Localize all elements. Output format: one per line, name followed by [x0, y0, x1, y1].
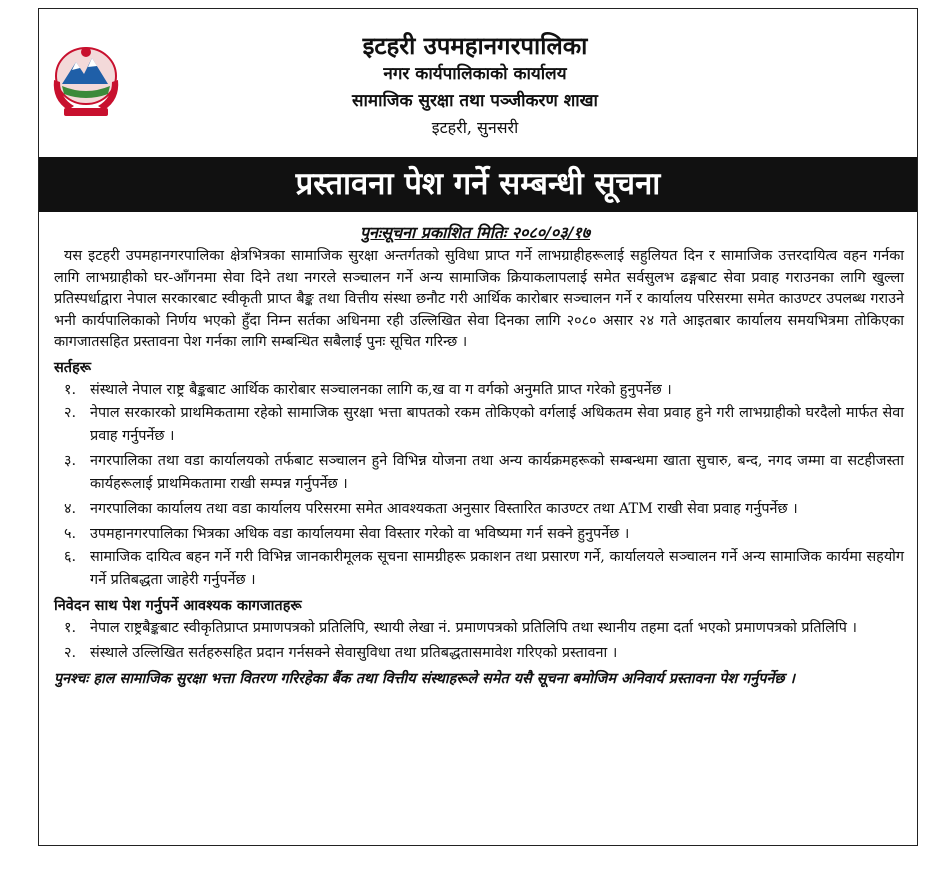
document-number: २.: [64, 644, 77, 661]
office-location: इटहरी, सुनसरी: [431, 118, 519, 137]
notice-body: [54, 246, 904, 690]
condition-text: संस्थाले नेपाल राष्ट्र बैङ्कबाट आर्थिक कारोबार सञ्चालनका लागि क,ख वा ग वर्गको अनुमति प्राप्त गरेको हुनुपर्नेछ ।: [90, 381, 672, 398]
office-section: सामाजिक सुरक्षा तथा पञ्जीकरण शाखा: [352, 91, 598, 111]
condition-item: [64, 523, 904, 546]
condition-number: १.: [64, 381, 77, 398]
notice-date: पुनःसूचना प्रकाशित मितिः २०८०/०३/१७: [359, 223, 591, 242]
condition-item: [64, 546, 904, 592]
notice-title-banner: प्रस्तावना पेश गर्ने सम्बन्धी सूचना: [39, 157, 917, 212]
intro-paragraph: यस इटहरी उपमहानगरपालिका क्षेत्रभित्रका सामाजिक सुरक्षा अन्तर्गतको सुविधा प्राप्त गर्ने लाभग्राहीहरूलाई सहुलियत दिन र सामाजिक उत्तरदायित्व वहन गर्नका लागि लाभग्राहीको घर-आँगनमा सेवा दिने तथा नगरले सञ्चालन गर्ने अन्य सामाजिक क्रियाकलापलाई समेत सर्वसुलभ ढङ्गबाट सेवा प्रवाह गराउनका लागि खुल्ला प्रतिस्पर्धाद्वारा नेपाल सरकारबाट स्वीकृती प्राप्त बैङ्क तथा वित्तीय संस्था छनौट गरी आर्थिक कारोबार सञ्चालन गर्ने र कार्यालय परिसरमा समेत काउण्टर उपलब्ध गराउने भनी कार्यपालिकाको निर्णय भएको हुँदा निम्न सर्तका अधिनमा रही उल्लिखित सेवा दिनका लागि २०८० असार २४ गते आइतबार कार्यालय समयभित्रमा तोकिएका कागजातसहित प्रस्तावना पेश गर्नका लागि सम्बन्धित सबैलाई पुनः सूचित गरिन्छ ।: [54, 248, 904, 351]
document-item: [64, 642, 904, 665]
condition-text: उपमहानगरपालिका भित्रका अधिक वडा कार्यालयमा सेवा विस्तार गरेको वा भविष्यमा गर्न सक्ने हुनुपर्नेछ ।: [90, 525, 630, 542]
condition-text: नगरपालिका तथा वडा कार्यालयको तर्फबाट सञ्चालन हुने विभिन्न योजना तथा अन्य कार्यक्रमहरूको सम्बन्धमा खाता सुचारु, बन्द, नगद जम्मा वा सटहीजस्ता कार्यहरूलाई प्राथमिकतामा राखी सम्पन्न गर्नुपर्नेछ ।: [90, 452, 904, 492]
office-name: इटहरी उपमहानगरपालिका: [362, 31, 588, 60]
document-text: नेपाल राष्ट्रबैङ्कबाट स्वीकृतिप्राप्त प्रमाणपत्रको प्रतिलिपि, स्थायी लेखा नं. प्रमाणपत्रको प्रतिलिपि तथा स्थानीय तहमा दर्ता भएको प्रमाणपत्रको प्रतिलिपि ।: [90, 619, 857, 636]
document-text: संस्थाले उल्लिखित सर्तहरुसहित प्रदान गर्नसक्ने सेवासुविधा तथा प्रतिबद्धतासमावेश गरिएको प्रस्तावना ।: [90, 644, 618, 661]
condition-item: [64, 402, 904, 448]
condition-item: [64, 498, 904, 521]
document-item: [64, 617, 904, 640]
postscript-note: पुनश्चः हाल सामाजिक सुरक्षा भत्ता वितरण गरिरहेका बैंक तथा वित्तीय संस्थाहरूले समेत यसै सूचना बमोजिम अनिवार्य प्रस्तावना पेश गर्नुपर्नेछ ।: [54, 669, 795, 687]
conditions-heading: सर्तहरू: [54, 358, 92, 376]
document-number: १.: [64, 619, 77, 636]
condition-number: २.: [64, 404, 77, 421]
condition-item: [64, 379, 904, 402]
condition-item: [64, 450, 904, 496]
condition-number: ६.: [64, 548, 77, 565]
condition-text: सामाजिक दायित्व बहन गर्ने गरी विभिन्न जानकारीमूलक सूचना सामग्रीहरू प्रकाशन तथा प्रसारण गर्ने, कार्यालयले सञ्चालन गर्ने अन्य सामाजिक कार्यमा सहयोग गर्ने प्रतिबद्धता जाहेरी गर्नुपर्नेछ ।: [90, 548, 904, 588]
condition-text: नगरपालिका कार्यालय तथा वडा कार्यालय परिसरमा समेत आवश्यकता अनुसार विस्तारित काउण्टर तथा ATM राखी सेवा प्रवाह गर्नुपर्नेछ ।: [90, 500, 798, 517]
condition-number: ५.: [64, 525, 77, 542]
office-header: [0, 30, 950, 141]
condition-number: ३.: [64, 452, 77, 469]
condition-text: नेपाल सरकारको प्राथमिकतामा रहेको सामाजिक सुरक्षा भत्ता बापतको रकम तोकिएको वर्गलाई अधिकतम सेवा प्रवाह हुने गरी लाभग्राहीको घरदैलो मार्फत सेवा प्रवाह गर्नुपर्नेछ ।: [90, 404, 904, 444]
condition-number: ४.: [64, 500, 77, 517]
notice-date-line: [0, 221, 950, 243]
office-subtitle: नगर कार्यपालिकाको कार्यालय: [383, 64, 567, 84]
documents-heading: निवेदन साथ पेश गर्नुपर्ने आवश्यक कागजातहरू: [54, 596, 302, 614]
